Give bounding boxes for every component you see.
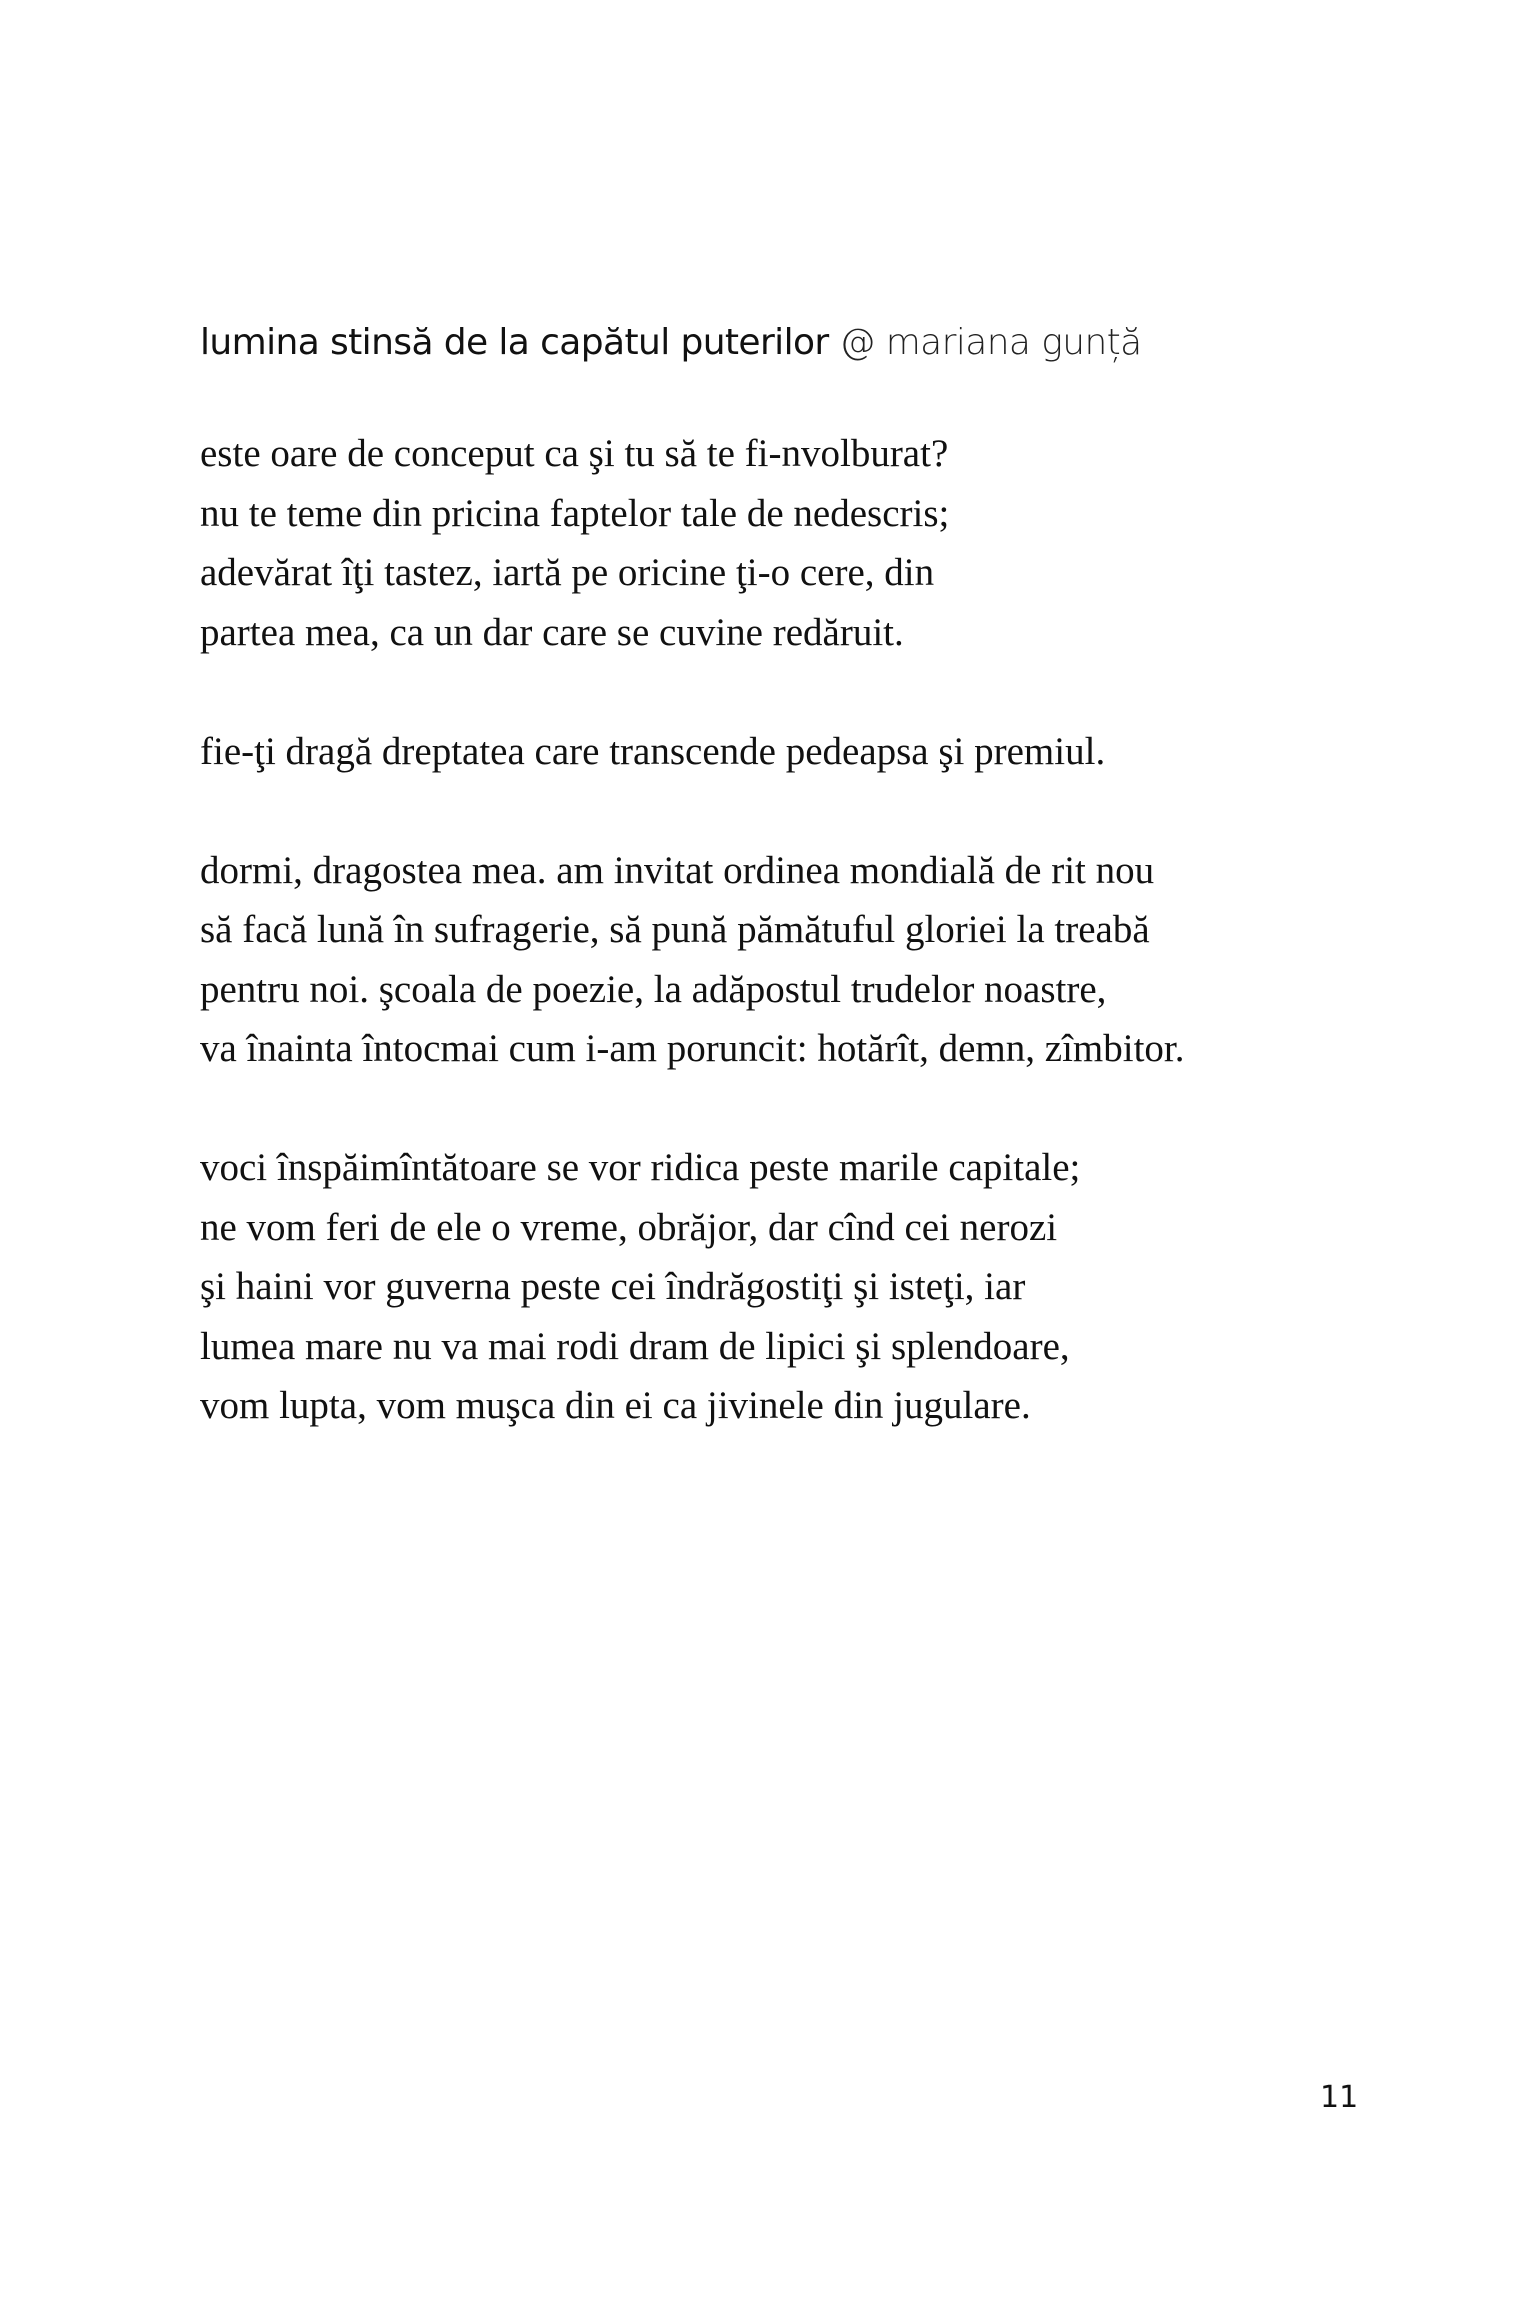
poem-author: mariana gunță: [885, 322, 1142, 363]
author-separator: @: [839, 322, 875, 363]
poem-title-line: [200, 322, 1142, 363]
poem-line: partea mea, ca un dar care se cuvine redăruit.: [200, 610, 904, 654]
poem-line: adevărat îţi tastez, iartă pe oricine ţi-o cere, din: [200, 551, 935, 594]
stanza: [200, 722, 1380, 782]
poem-line: ne vom feri de ele o vreme, obrăjor, dar cînd cei nerozi: [200, 1205, 1058, 1249]
poem-line: este oare de conceput ca şi tu să te fi-nvolburat?: [200, 432, 949, 475]
poem-line: să facă lună în sufragerie, să pună pămătuful gloriei la treabă: [200, 908, 1150, 951]
poem-line: nu te teme din pricina faptelor tale de nedescris;: [200, 491, 950, 535]
poem-line: fie-ţi dragă dreptatea care transcende pedeapsa şi premiul.: [200, 729, 1106, 773]
page-number: 11: [1320, 2080, 1359, 2115]
poem-line: vom lupta, vom muşca din ei ca jivinele din jugulare.: [200, 1384, 1031, 1427]
poem-title: lumina stinsă de la capătul puterilor: [200, 322, 829, 363]
poem-line: va înainta întocmai cum i-am poruncit: hotărît, demn, zîmbitor.: [200, 1027, 1185, 1070]
poem-line: dormi, dragostea mea. am invitat ordinea mondială de rit nou: [200, 848, 1155, 892]
stanza: [200, 1138, 1380, 1436]
stanza: [200, 424, 1380, 662]
poem-line: pentru noi. şcoala de poezie, la adăpostul trudelor noastre,: [200, 967, 1107, 1011]
poem-line: voci înspăimîntătoare se vor ridica peste marile capitale;: [200, 1146, 1081, 1189]
poem-body: [200, 424, 1380, 1495]
poem-line: şi haini vor guverna peste cei îndrăgostiţi şi isteţi, iar: [200, 1265, 1026, 1308]
stanza: [200, 841, 1380, 1079]
poem-line: lumea mare nu va mai rodi dram de lipici şi splendoare,: [200, 1324, 1070, 1368]
